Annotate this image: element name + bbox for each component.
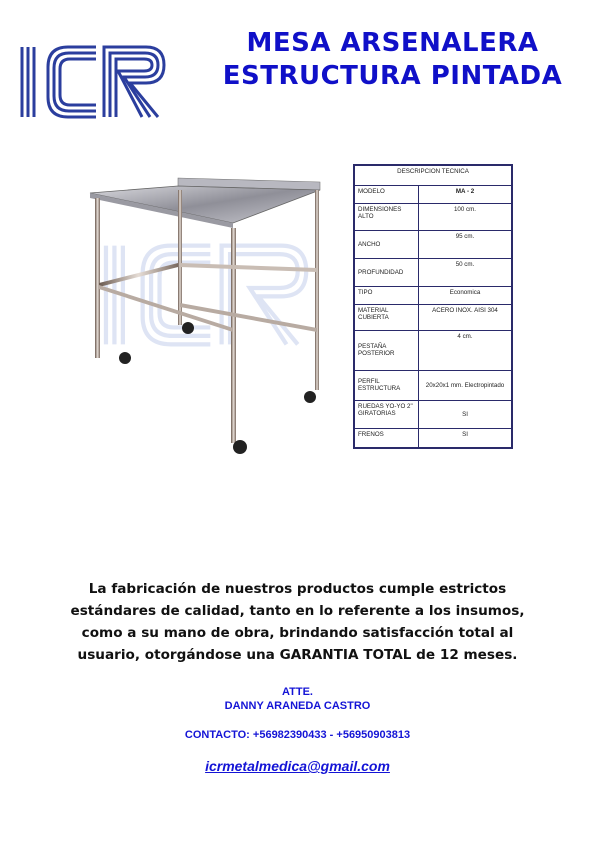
spec-label: PROFUNDIDAD [354, 258, 419, 286]
spec-label: ANCHO [354, 230, 419, 258]
spec-value: 100 cm. [419, 203, 513, 230]
warranty-paragraph: La fabricación de nuestros productos cumple estrictos estándares de calidad, tanto en lo referente a los insumos, como a su mano de obra, brindando satisfacción total al usuario, otorgándose una GARANTIA TOTAL de 12 meses. [70, 581, 525, 663]
spec-label: PESTAÑA POSTERIOR [354, 330, 419, 370]
spec-label: MODELO [354, 185, 419, 203]
spec-label: MATERIAL CUBIERTA [354, 304, 419, 330]
signoff-atte: ATTE. [282, 686, 313, 698]
spec-label: TIPO [354, 286, 419, 304]
spec-value: 50 cm. [419, 258, 513, 286]
spec-label: DIMENSIONES ALTO [354, 203, 419, 230]
spec-label: RUEDAS YO-YO 2" GIRATORIAS [354, 400, 419, 428]
spec-table [353, 164, 513, 449]
icr-logo [18, 43, 170, 121]
spec-value: 95 cm. [419, 230, 513, 258]
title-line-2: ESTRUCTURA PINTADA [222, 61, 563, 91]
contact-phones: CONTACTO: +56982390433 - +56950903813 [184, 729, 411, 741]
spec-value: ACERO INOX. AISI 304 [419, 304, 513, 330]
spec-label: PERFIL ESTRUCTURA [354, 370, 419, 400]
contact-email-link[interactable]: icrmetalmedica@gmail.com [205, 758, 390, 774]
spec-value: SI [419, 400, 513, 428]
page-title [205, 27, 580, 93]
title-line-1: MESA ARSENALERA [246, 28, 539, 58]
instrument-table-photo [85, 168, 335, 464]
spec-value: 4 cm. [419, 330, 513, 370]
signoff-name: DANNY ARANEDA CASTRO [224, 700, 371, 712]
spec-label: FRENOS [354, 428, 419, 448]
spec-value: 20x20x1 mm. Electropintado [419, 370, 513, 400]
spec-value: MA - 2 [419, 185, 513, 203]
spec-heading: DESCRIPCION TECNICA [354, 165, 512, 185]
spec-value: SI [419, 428, 513, 448]
spec-value: Economica [419, 286, 513, 304]
